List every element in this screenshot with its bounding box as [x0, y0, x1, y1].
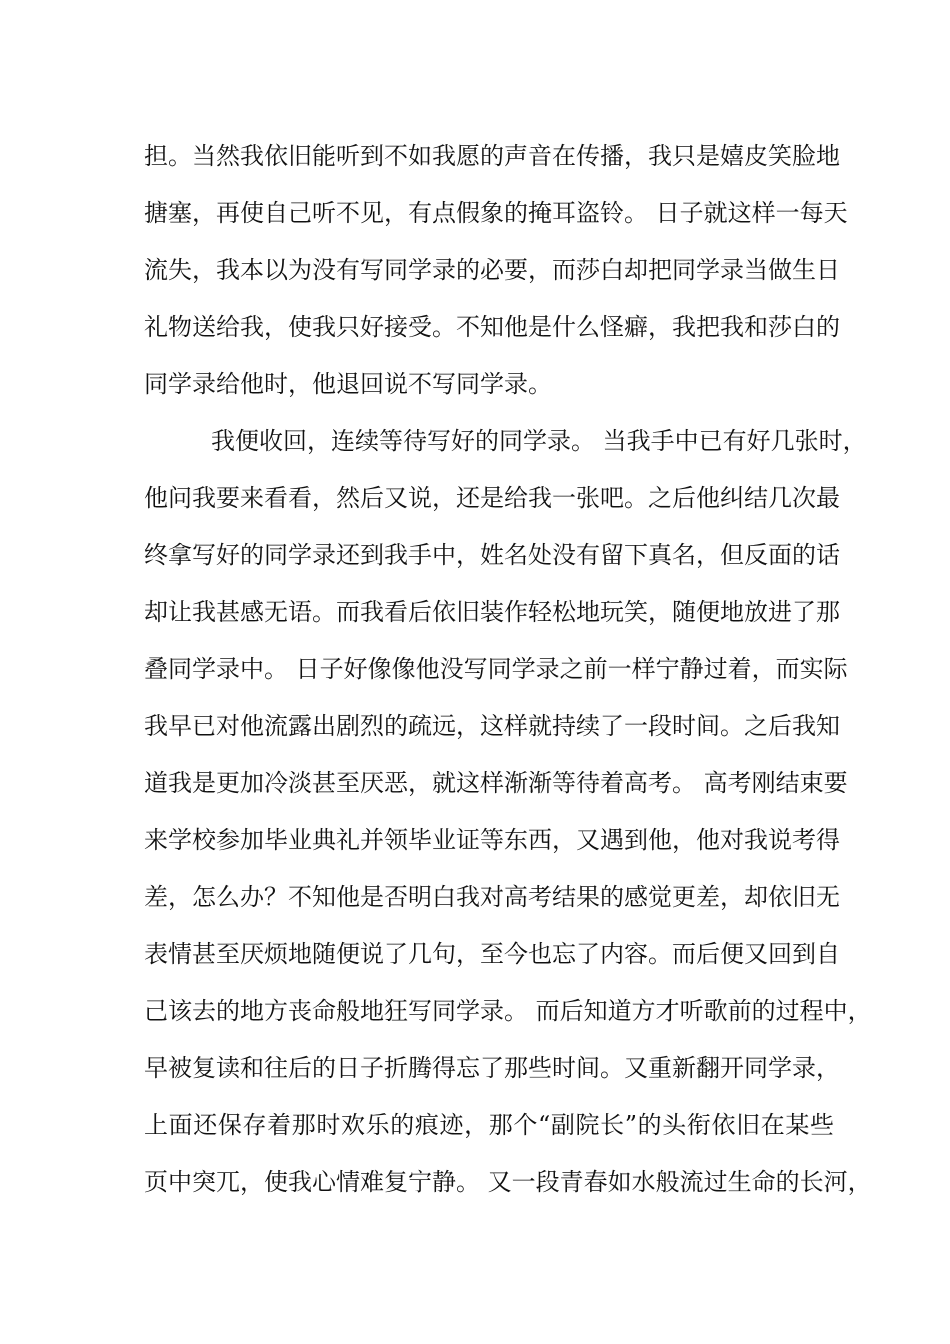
- text-line: 流失，我本以为没有写同学录的必要，而莎白却把同学录当做生日: [144, 256, 840, 284]
- text-line: 页中突兀，使我心情难复宁静。 又一段青春如水般流过生命的长河，: [144, 1168, 872, 1196]
- text-line: 却让我甚感无语。而我看后依旧装作轻松地玩笑，随便地放进了那: [144, 598, 840, 626]
- text-line: 来学校参加毕业典礼并领毕业证等东西，又遇到他，他对我说考得: [144, 826, 840, 854]
- text-line: 他问我要来看看，然后又说，还是给我一张吧。之后他纠结几次最: [144, 484, 840, 512]
- text-line: 表情甚至厌烦地随便说了几句，至今也忘了内容。而后便又回到自: [144, 940, 840, 968]
- text-line: 道我是更加冷淡甚至厌恶，就这样渐渐等待着高考。 高考刚结束要: [144, 769, 848, 797]
- text-line: 同学录给他时，他退回说不写同学录。: [144, 370, 552, 398]
- text-line: 己该去的地方丧命般地狂写同学录。 而后知道方才听歌前的过程中，: [144, 997, 872, 1025]
- text-line: 我早已对他流露出剧烈的疏远，这样就持续了一段时间。之后我知: [144, 712, 840, 740]
- text-line: 担。当然我依旧能听到不如我愿的声音在传播，我只是嬉皮笑脸地: [144, 142, 840, 170]
- text-line: 差，怎么办？不知他是否明白我对高考结果的感觉更差，却依旧无: [144, 883, 840, 911]
- body-text: [144, 128, 872, 1211]
- text-line: 叠同学录中。 日子好像像他没写同学录之前一样宁静过着，而实际: [144, 655, 848, 683]
- paragraph-first-line: 我便收回，连续等待写好的同学录。 当我手中已有好几张时，: [211, 427, 867, 455]
- text-line: 礼物送给我，使我只好接受。不知他是什么怪癖，我把我和莎白的: [144, 313, 840, 341]
- text-line: 终拿写好的同学录还到我手中，姓名处没有留下真名，但反面的话: [144, 541, 840, 569]
- text-line: 搪塞，再使自己听不见，有点假象的掩耳盗铃。 日子就这样一每天: [144, 199, 848, 227]
- text-line: 上面还保存着那时欢乐的痕迹，那个“副院长”的头衔依旧在某些: [144, 1111, 834, 1139]
- text-line: 早被复读和往后的日子折腾得忘了那些时间。又重新翻开同学录，: [144, 1054, 840, 1082]
